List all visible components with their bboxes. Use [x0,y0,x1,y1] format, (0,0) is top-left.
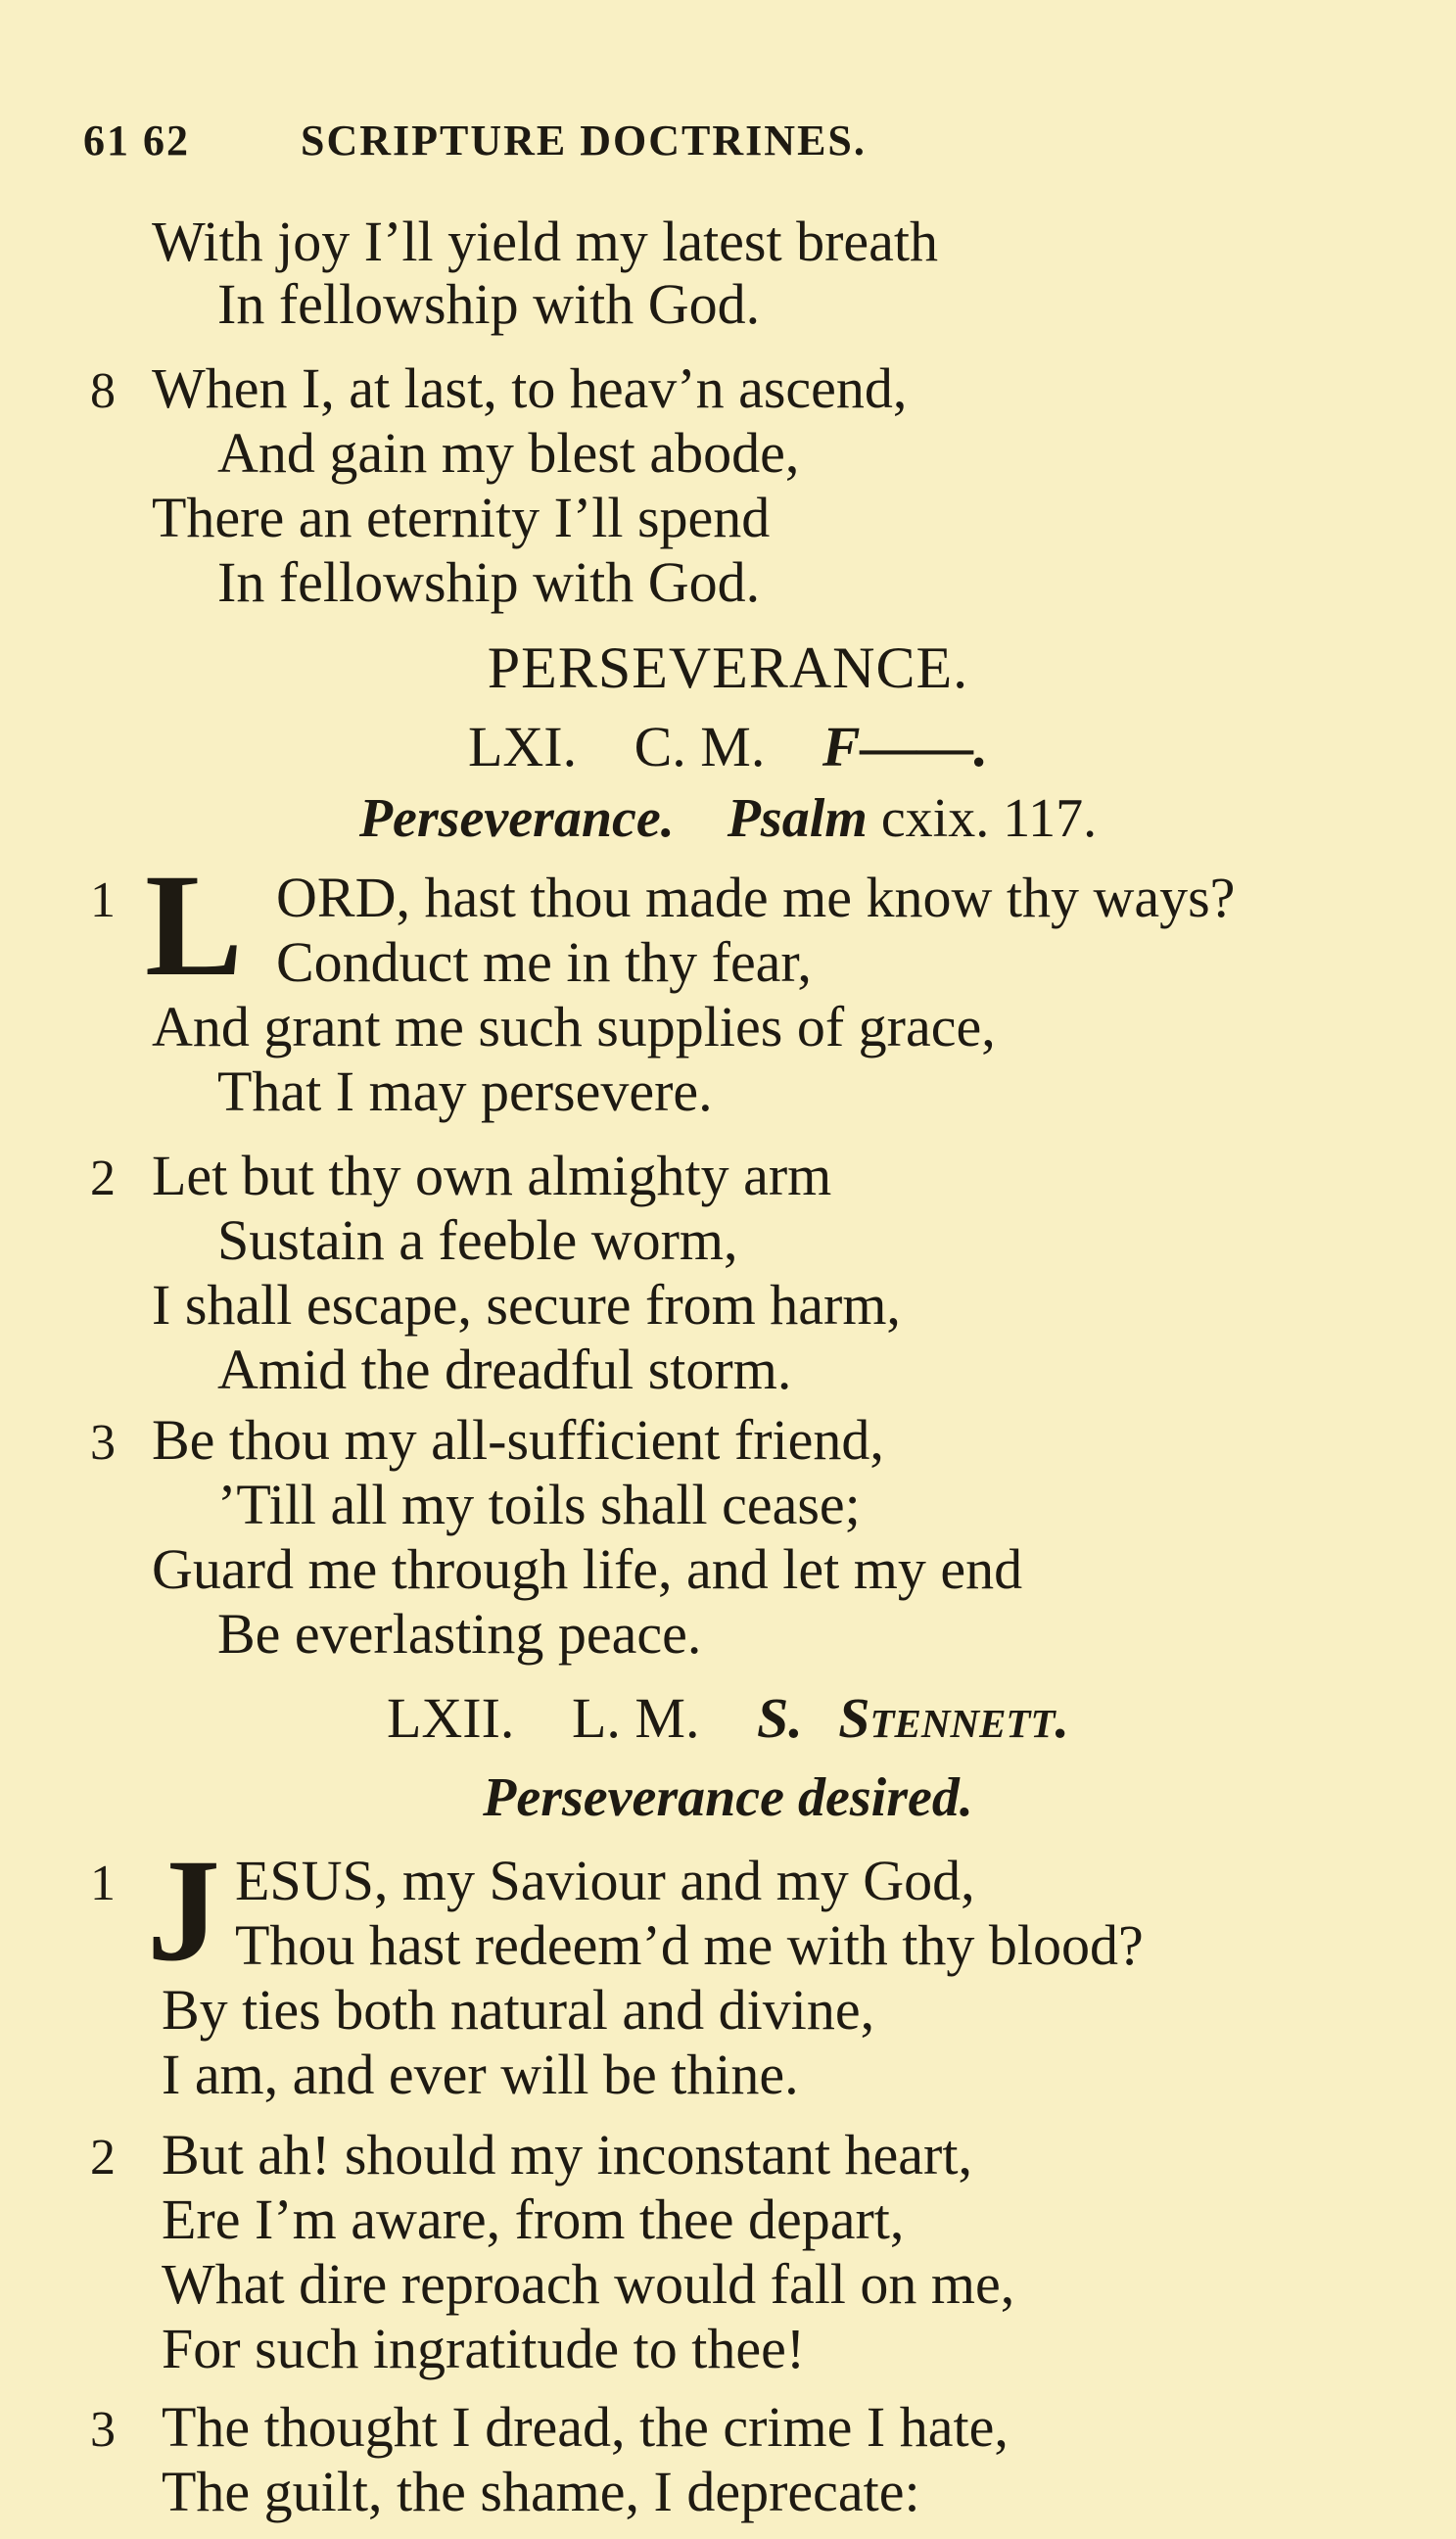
stanza-number: 8 [90,363,116,419]
author-initial: S. [756,1686,803,1750]
verse-line: For such ingratitude to thee! [162,2317,806,2380]
verse-line: Let but thy own almighty arm [152,1144,832,1207]
stanza-number: 3 [90,1415,116,1471]
verse-line: Sustain a feeble worm, [217,1208,738,1272]
hymn-subject [0,788,1456,849]
verse-line: But ah! should my inconstant heart, [162,2123,972,2186]
stanza-number: 2 [90,2130,116,2186]
verse-line: Conduct me in thy fear, [276,930,812,994]
verse-line: The guilt, the shame, I deprecate: [162,2460,920,2523]
hymn-author: F——. [822,715,989,778]
subject-title: Perseverance. [358,788,675,849]
running-head [83,116,867,165]
drop-cap: J [147,1829,220,1992]
verse-line: ORD, hast thou made me know thy ways? [276,866,1236,929]
verse-line: ESUS, my Saviour and my God, [235,1849,975,1912]
verse-line: By ties both natural and divine, [162,1978,875,2042]
verse-line: That I may persevere. [217,1059,713,1123]
hymn-meter: L. M. [571,1686,700,1750]
verse-line: The thought I dread, the crime I hate, [162,2395,1009,2459]
verse-line: Be thou my all-sufficient friend, [152,1408,884,1472]
running-title: SCRIPTURE DOCTRINES. [301,117,867,165]
verse-line: In fellowship with God. [217,550,761,614]
scripture-book: Psalm [727,788,868,849]
hymn-author: Stennett. [838,1686,1070,1750]
verse-line: Thou hast redeem’d me with thy blood? [235,1913,1144,1977]
stanza-number: 3 [90,2402,116,2458]
verse-line: When I, at last, to heav’n ascend, [152,356,908,420]
hymn-numeral: LXI. [467,715,578,778]
verse-line: There an eternity I’ll spend [152,486,771,549]
verse-line: I shall escape, secure from harm, [152,1273,901,1337]
verse-line: What dire reproach would fall on me, [162,2252,1015,2316]
hymn-numeral: LXII. [386,1686,515,1750]
verse-line: I am, and ever will be thine. [162,2043,799,2106]
verse-line: And gain my blest abode, [217,421,800,485]
verse-line: Guard me through life, and let my end [152,1537,1023,1601]
hymn-meter: C. M. [634,715,766,778]
verse-line: With joy I’ll yield my latest breath [152,210,939,273]
stanza-number: 1 [90,872,116,928]
hymn-subject: Perseverance desired. [483,1767,973,1828]
verse-line: And grant me such supplies of grace, [152,995,996,1058]
verse-line: ’Till all my toils shall cease; [217,1473,861,1536]
verse-line: In fellowship with God. [217,272,761,336]
stanza-number: 2 [90,1151,116,1206]
verse-line: Ere I’m aware, from thee depart, [162,2187,905,2251]
verse-line: Be everlasting peace. [217,1602,702,1666]
hymn-header [0,715,1456,778]
section-title: PERSEVERANCE. [487,635,969,700]
hymn-header [0,1686,1456,1750]
scripture-ref: cxix. 117. [880,788,1098,849]
page-numbers: 61 62 [83,117,190,165]
drop-cap: L [145,844,244,1007]
stanza-number: 1 [90,1856,116,1911]
verse-line: Amid the dreadful storm. [217,1338,792,1401]
